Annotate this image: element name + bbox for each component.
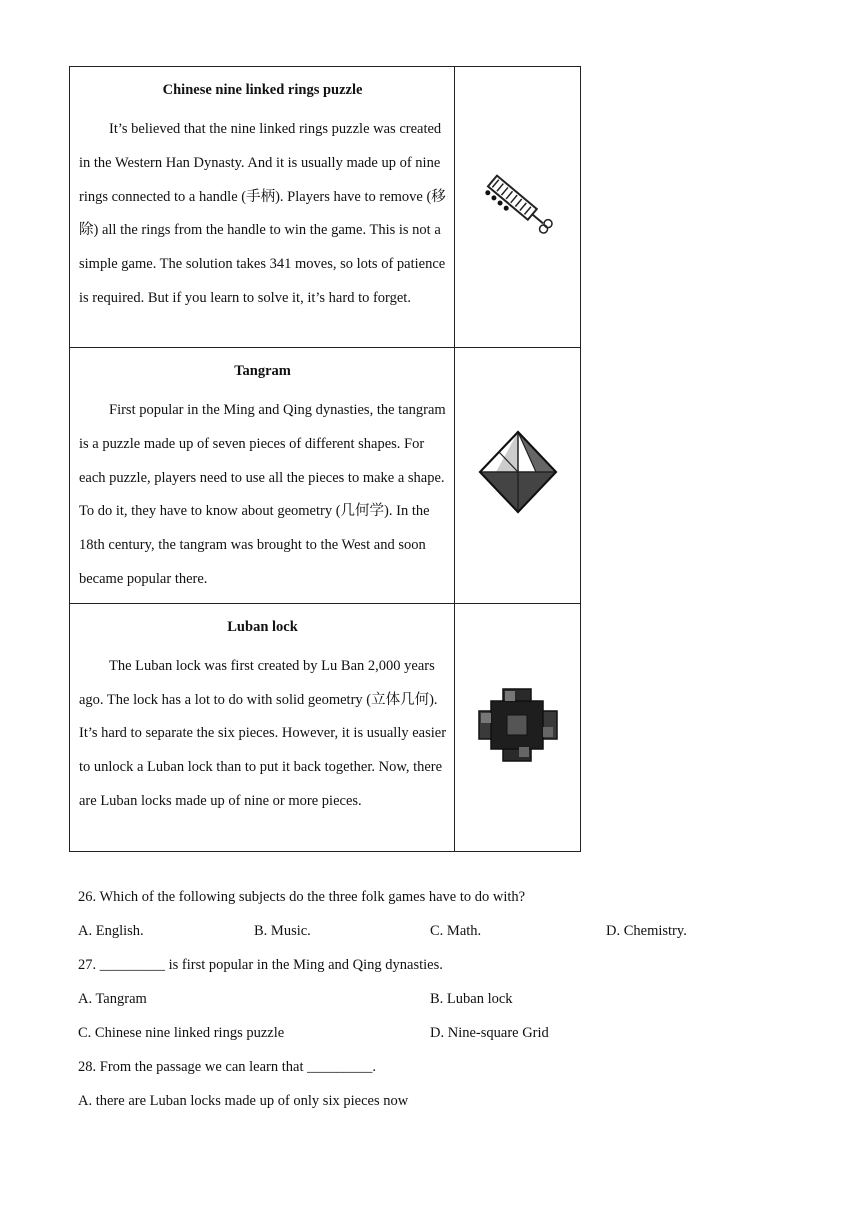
option-b: B. Music. xyxy=(254,923,311,939)
option-c: C. Math. xyxy=(430,923,482,939)
game-title: Tangram xyxy=(234,363,291,379)
questions-section xyxy=(78,880,778,1118)
luban-lock-image-cell xyxy=(455,603,581,851)
option-a: A. English. xyxy=(78,923,144,939)
tangram-text-cell xyxy=(70,348,455,604)
option-d: D. Chemistry. xyxy=(606,923,687,939)
option-a: A. Tangram xyxy=(78,991,147,1007)
question-27-options-row2 xyxy=(78,1016,778,1050)
option-d: D. Nine-square Grid xyxy=(430,1025,549,1041)
nine-rings-icon xyxy=(473,160,563,250)
question-26-stem: 26. Which of the following subjects do the three folk games have to do with? xyxy=(78,889,526,905)
game-title: Luban lock xyxy=(227,618,298,635)
game-description: The Luban lock was first created by Lu Ban 2,000 years ago. The lock has a lot to do with solid geometry (立体几何). It’s hard to separate the six pieces. However, it is usually easier to unlock a Luban lock than to put it back together. Now, there are Luban locks made up of nine or more pieces. xyxy=(79,657,447,809)
tangram-icon xyxy=(476,428,560,518)
table-row-luban-lock xyxy=(70,603,581,851)
option-c: C. Chinese nine linked rings puzzle xyxy=(78,1025,285,1041)
game-description: It’s believed that the nine linked rings puzzle was created in the Western Han Dynasty. And it is usually made up of nine rings connected to a handle (手柄). Players have to remove (移除) all the rings from the handle to win the game. This is not a simple game. The solution takes 341 moves, so lots of patience is required. But if you learn to solve it, it’s hard to forget. xyxy=(79,121,446,306)
option-b: B. Luban lock xyxy=(430,991,513,1007)
question-28-stem: 28. From the passage we can learn that _________. xyxy=(78,1059,376,1075)
nine-rings-image-cell xyxy=(455,67,581,348)
game-description: First popular in the Ming and Qing dynasties, the tangram is a puzzle made up of seven pieces of different shapes. For each puzzle, players need to use all the pieces to make a shape. To do it, they have to know about geometry (几何学). In the 18th century, the tangram was brought to the West and soon became popular there. xyxy=(79,402,446,587)
question-26-options xyxy=(78,914,778,948)
game-title: Chinese nine linked rings puzzle xyxy=(162,82,363,98)
question-28-option-a: A. there are Luban locks made up of only six pieces now xyxy=(78,1093,409,1109)
question-27-stem: 27. _________ is first popular in the Ming and Qing dynasties. xyxy=(78,957,443,973)
nine-rings-text-cell xyxy=(70,67,455,348)
table-row-tangram xyxy=(70,348,581,604)
question-27-options-row1 xyxy=(78,982,778,1016)
luban-lock-text-cell xyxy=(70,603,455,851)
table-row-nine-rings xyxy=(70,67,581,348)
tangram-image-cell xyxy=(455,348,581,604)
luban-lock-icon xyxy=(473,683,563,767)
folk-games-table xyxy=(69,66,581,852)
